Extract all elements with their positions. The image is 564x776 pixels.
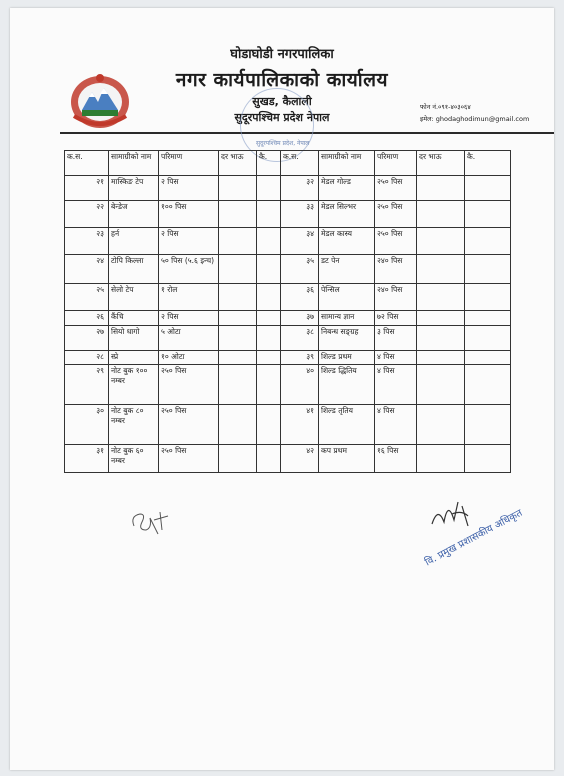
table-row	[65, 326, 511, 351]
row-sn: २६	[65, 311, 109, 326]
phone-number: फोन नं.०९१-४०३०६४	[420, 103, 471, 111]
row-rate	[219, 351, 257, 365]
row-rate-2	[417, 311, 465, 326]
row-sn: २२	[65, 201, 109, 228]
row-remarks-2	[465, 176, 511, 201]
row-remarks-2	[465, 311, 511, 326]
row-quantity-2: ७२ पिस	[375, 311, 417, 326]
row-remarks-2	[465, 326, 511, 351]
row-item-2: मेडल गोल्ड	[319, 176, 375, 201]
row-remarks	[257, 201, 281, 228]
row-remarks-2	[465, 228, 511, 255]
row-rate-2	[417, 201, 465, 228]
row-item-2: सामान्य ज्ञान	[319, 311, 375, 326]
row-sn-2: ३३	[281, 201, 319, 228]
row-item: मास्किङ टेप	[109, 176, 159, 201]
document-page	[10, 8, 554, 770]
row-sn-2: ३९	[281, 351, 319, 365]
row-remarks-2	[465, 255, 511, 284]
row-rate	[219, 311, 257, 326]
row-quantity: २५० पिस	[159, 445, 219, 473]
row-quantity-2: ४ पिस	[375, 351, 417, 365]
row-rate-2	[417, 326, 465, 351]
row-item-2: मेडल सिल्भर	[319, 201, 375, 228]
row-sn: २३	[65, 228, 109, 255]
row-item-2: कप प्रथम	[319, 445, 375, 473]
row-rate-2	[417, 255, 465, 284]
row-sn-2: ३६	[281, 284, 319, 311]
row-remarks-2	[465, 201, 511, 228]
row-remarks	[257, 351, 281, 365]
row-remarks	[257, 405, 281, 445]
row-quantity-2: ३ पिस	[375, 326, 417, 351]
row-remarks	[257, 311, 281, 326]
table-row	[65, 405, 511, 445]
row-sn-2: ३७	[281, 311, 319, 326]
row-quantity: २ पिस	[159, 311, 219, 326]
row-sn-2: ४०	[281, 365, 319, 405]
table-row	[65, 201, 511, 228]
row-sn: २८	[65, 351, 109, 365]
row-rate-2	[417, 228, 465, 255]
row-quantity-2: १६ पिस	[375, 445, 417, 473]
table-row	[65, 228, 511, 255]
col-header-rate-2: दर भाऊ	[417, 151, 465, 176]
row-sn: ३०	[65, 405, 109, 445]
row-rate-2	[417, 445, 465, 473]
row-item: कैंचि	[109, 311, 159, 326]
col-header-item: सामाग्रीको नाम	[109, 151, 159, 176]
row-remarks-2	[465, 351, 511, 365]
handwritten-signature-right	[428, 496, 474, 532]
row-rate	[219, 255, 257, 284]
col-header-rate: दर भाऊ	[219, 151, 257, 176]
handwritten-signature-left	[128, 506, 172, 536]
col-header-sn: क.स.	[65, 151, 109, 176]
row-rate	[219, 445, 257, 473]
row-remarks-2	[465, 365, 511, 405]
row-rate	[219, 176, 257, 201]
col-header-remarks-2: कै.	[465, 151, 511, 176]
table-row	[65, 445, 511, 473]
row-quantity: १ रोल	[159, 284, 219, 311]
row-item-2: डट पेन	[319, 255, 375, 284]
row-quantity-2: ४ पिस	[375, 405, 417, 445]
row-quantity: ५० पिस (५.६ इन्च)	[159, 255, 219, 284]
row-sn-2: ४२	[281, 445, 319, 473]
signatory-designation: वि. प्रमुख प्रशासकीय अधिकृत	[423, 507, 525, 569]
row-rate-2	[417, 405, 465, 445]
row-item-2: शिल्ड द्धितिय	[319, 365, 375, 405]
row-sn-2: ४१	[281, 405, 319, 445]
row-sn: २७	[65, 326, 109, 351]
row-remarks	[257, 284, 281, 311]
row-rate	[219, 228, 257, 255]
row-item: सेलो टेप	[109, 284, 159, 311]
row-item-2: पेन्सिल	[319, 284, 375, 311]
row-quantity: २ पिस	[159, 228, 219, 255]
items-table	[64, 150, 511, 473]
row-rate-2	[417, 176, 465, 201]
col-header-quantity: परिमाण	[159, 151, 219, 176]
table-row	[65, 284, 511, 311]
row-rate	[219, 365, 257, 405]
row-quantity-2: २५० पिस	[375, 228, 417, 255]
table-header-row	[65, 151, 511, 176]
row-quantity: २५० पिस	[159, 365, 219, 405]
office-province: सुदूरपश्चिम प्रदेश नेपाल	[234, 111, 330, 124]
table-row	[65, 311, 511, 326]
table-row	[65, 255, 511, 284]
row-remarks	[257, 445, 281, 473]
row-sn: ३१	[65, 445, 109, 473]
row-quantity: १० ओटा	[159, 351, 219, 365]
row-rate	[219, 405, 257, 445]
row-quantity-2: २५० पिस	[375, 176, 417, 201]
stamp-text: सुदूरपश्चिम प्रदेश, नेपाल	[256, 140, 310, 147]
row-item: हर्न	[109, 228, 159, 255]
row-item: नोट बुक ८० नम्बर	[109, 405, 159, 445]
row-rate	[219, 201, 257, 228]
row-quantity-2: २४० पिस	[375, 284, 417, 311]
row-item: नोट बुक १०० नम्बर	[109, 365, 159, 405]
row-item-2: मेडल कास्य	[319, 228, 375, 255]
table-row	[65, 176, 511, 201]
col-header-remarks: कै.	[257, 151, 281, 176]
row-quantity: १०० पिस	[159, 201, 219, 228]
row-item: स्प्रे	[109, 351, 159, 365]
row-remarks-2	[465, 405, 511, 445]
row-remarks	[257, 176, 281, 201]
row-item-2: शिल्ड तृतिय	[319, 405, 375, 445]
row-item-2: शिल्ड प्रथम	[319, 351, 375, 365]
row-item-2: निबन्ध सङ्ग्रह	[319, 326, 375, 351]
email-address: इमेल: ghodaghodimun@gmail.com	[420, 115, 530, 123]
row-remarks	[257, 228, 281, 255]
table-row	[65, 351, 511, 365]
row-remarks-2	[465, 284, 511, 311]
municipality-name: घोडाघोडी नगरपालिका	[230, 47, 334, 62]
col-header-item-2: सामाग्रीको नाम	[319, 151, 375, 176]
col-header-sn-2: क.स.	[281, 151, 319, 176]
row-sn-2: ३४	[281, 228, 319, 255]
row-quantity: २५० पिस	[159, 405, 219, 445]
row-rate	[219, 326, 257, 351]
office-location: सुखड, कैलाली	[252, 95, 312, 108]
row-sn-2: ३२	[281, 176, 319, 201]
row-sn: २९	[65, 365, 109, 405]
row-item: नोट बुक ६० नम्बर	[109, 445, 159, 473]
row-quantity-2: २४० पिस	[375, 255, 417, 284]
row-item: सियो धागो	[109, 326, 159, 351]
row-remarks-2	[465, 445, 511, 473]
col-header-quantity-2: परिमाण	[375, 151, 417, 176]
row-item: बेन्डेज	[109, 201, 159, 228]
row-quantity-2: २५० पिस	[375, 201, 417, 228]
row-quantity: ५ ओटा	[159, 326, 219, 351]
row-sn: २४	[65, 255, 109, 284]
row-rate-2	[417, 284, 465, 311]
row-rate	[219, 284, 257, 311]
row-sn-2: ३८	[281, 326, 319, 351]
row-item: टोपि किल्ला	[109, 255, 159, 284]
row-quantity: २ पिस	[159, 176, 219, 201]
row-sn-2: ३५	[281, 255, 319, 284]
row-remarks	[257, 365, 281, 405]
row-sn: २१	[65, 176, 109, 201]
table-row	[65, 365, 511, 405]
row-quantity-2: ४ पिस	[375, 365, 417, 405]
row-rate-2	[417, 351, 465, 365]
office-name: नगर कार्यपालिकाको कार्यालय	[175, 69, 389, 91]
row-remarks	[257, 255, 281, 284]
row-sn: २५	[65, 284, 109, 311]
row-rate-2	[417, 365, 465, 405]
row-remarks	[257, 326, 281, 351]
